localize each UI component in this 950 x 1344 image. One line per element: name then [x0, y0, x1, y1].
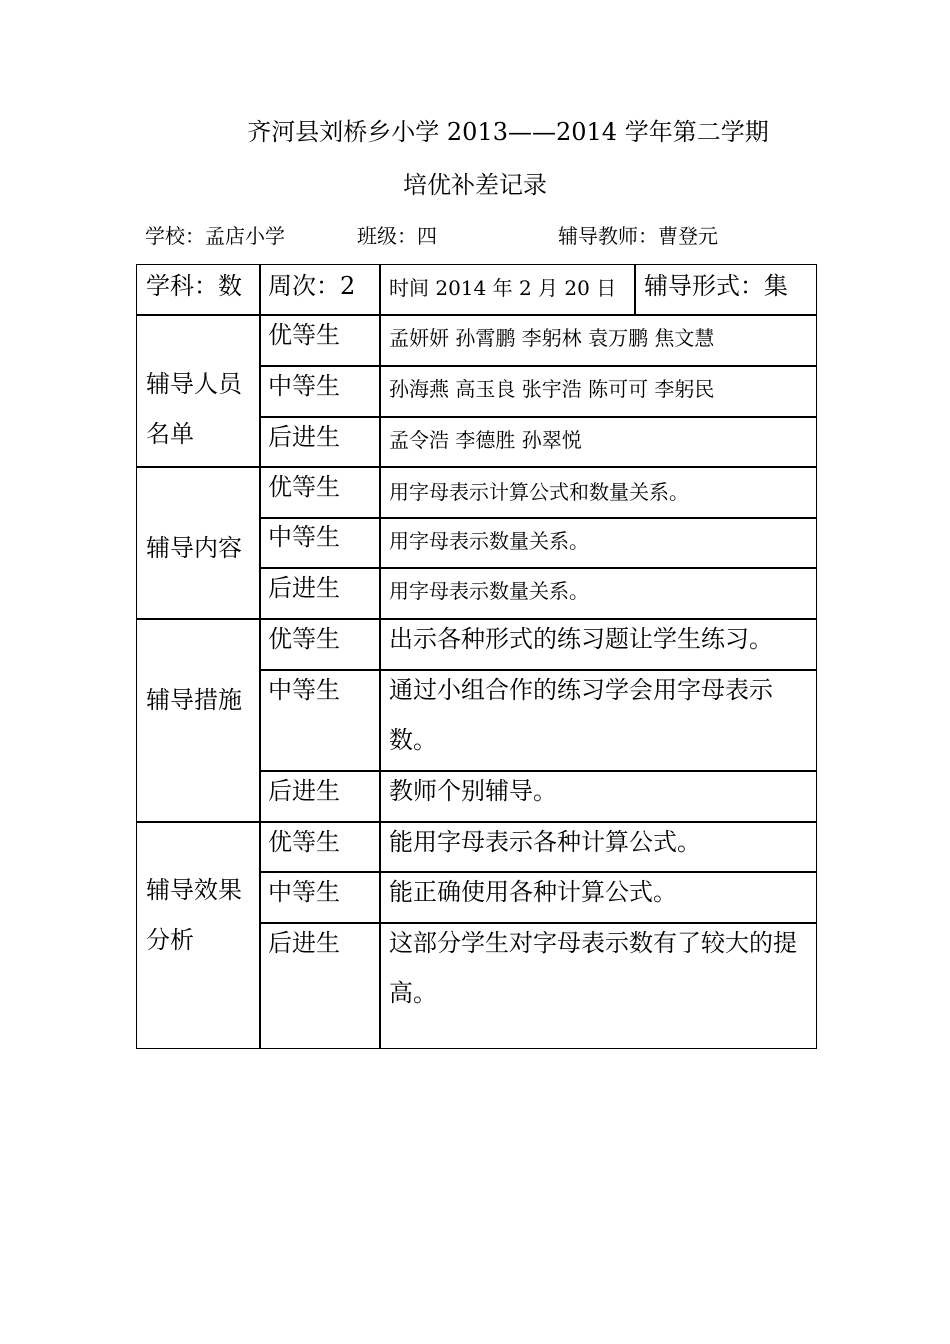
- record-table: [136, 264, 817, 1049]
- row-divider: [259, 416, 816, 418]
- level-middle: 中等生: [268, 878, 340, 906]
- date-cell: 时间 2014 年 2 月 20 日: [389, 276, 617, 300]
- measures-top: 出示各种形式的练习题让学生练习。: [389, 625, 773, 653]
- roster-middle: 孙海燕 高玉良 张宇浩 陈可可 李躬民: [389, 377, 715, 401]
- content-low: 用字母表示数量关系。: [389, 579, 589, 603]
- column-divider: [259, 265, 261, 1048]
- row-divider: [137, 618, 816, 620]
- row-divider: [259, 871, 816, 873]
- content-top: 用字母表示计算公式和数量关系。: [389, 480, 689, 504]
- roster-low: 孟令浩 李德胜 孙翠悦: [389, 428, 582, 452]
- document-subtitle: 培优补差记录: [403, 171, 547, 199]
- level-low: 后进生: [268, 574, 340, 602]
- row-divider: [137, 314, 816, 316]
- content-middle: 用字母表示数量关系。: [389, 529, 589, 553]
- row-divider: [259, 770, 816, 772]
- teacher-field: 辅导教师：曹登元: [558, 224, 718, 248]
- measures-label: 辅导措施: [146, 686, 242, 714]
- class-field: 班级：四: [357, 224, 437, 248]
- measures-low: 教师个别辅导。: [389, 777, 557, 805]
- level-middle: 中等生: [268, 523, 340, 551]
- row-divider: [259, 365, 816, 367]
- effect-middle: 能正确使用各种计算公式。: [389, 878, 677, 906]
- row-divider: [259, 517, 816, 519]
- row-divider: [137, 821, 816, 823]
- level-low: 后进生: [268, 777, 340, 805]
- level-middle: 中等生: [268, 676, 340, 704]
- level-top: 优等生: [268, 625, 340, 653]
- level-top: 优等生: [268, 321, 340, 349]
- measures-middle: 通过小组合作的练习学会用字母表示数。: [389, 676, 773, 754]
- subject-cell: 学科：数: [146, 272, 242, 300]
- column-divider: [634, 265, 636, 314]
- level-middle: 中等生: [268, 372, 340, 400]
- effect-label: 辅导效果分析: [146, 876, 242, 954]
- level-low: 后进生: [268, 929, 340, 957]
- roster-label: 辅导人员名单: [146, 370, 242, 448]
- level-top: 优等生: [268, 828, 340, 856]
- content-label: 辅导内容: [146, 534, 242, 562]
- row-divider: [259, 567, 816, 569]
- roster-top: 孟妍妍 孙霄鹏 李躬林 袁万鹏 焦文慧: [389, 326, 715, 350]
- form-cell: 辅导形式：集: [644, 272, 788, 300]
- effect-top: 能用字母表示各种计算公式。: [389, 828, 701, 856]
- row-divider: [137, 466, 816, 468]
- column-divider: [379, 265, 381, 1048]
- school-field: 学校：孟店小学: [145, 224, 285, 248]
- week-cell: 周次：2: [268, 272, 356, 300]
- level-top: 优等生: [268, 473, 340, 501]
- document-title: 齐河县刘桥乡小学 2013——2014 学年第二学期: [247, 118, 769, 146]
- effect-low: 这部分学生对字母表示数有了较大的提高。: [389, 929, 797, 1007]
- level-low: 后进生: [268, 423, 340, 451]
